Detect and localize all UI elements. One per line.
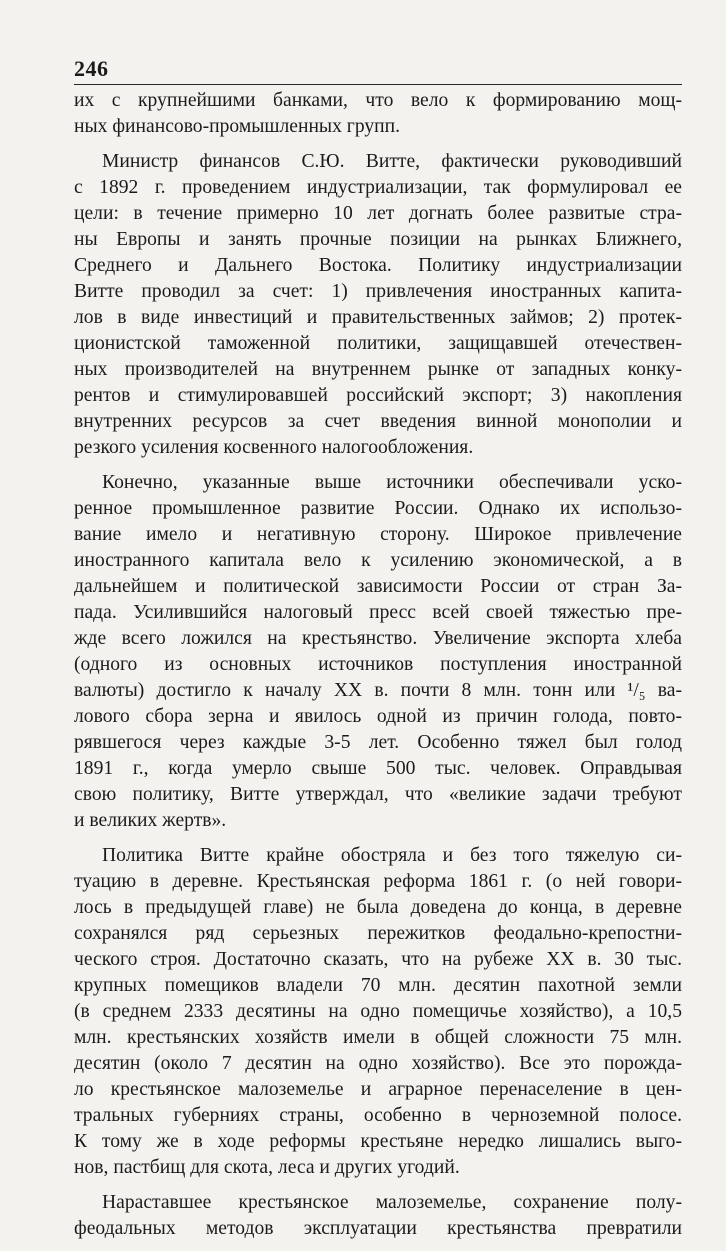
text-line: крупных помещиков владели 70 млн. десятин пахотной земли (74, 975, 682, 996)
text-line: тральных губерниях страны, особенно в черноземной полосе. (74, 1105, 682, 1126)
text-line: Политика Витте крайне обостряла и без того тяжелую си- (102, 845, 682, 866)
text-line: нов, пастбищ для скота, леса и других угодий. (74, 1157, 460, 1178)
text-line: иностранного капитала вело к усилению экономической, а в (74, 550, 682, 571)
book-page (74, 52, 682, 1251)
text-line: валюты) достигло к началу XX в. почти 8 млн. тонн или ¹/₅ ва- (74, 680, 682, 701)
text-line: лось в предыдущей главе) не была доведена до конца, в деревне (74, 897, 682, 918)
text-line: (в среднем 2333 десятины на одно помещичье хозяйство), а 10,5 (74, 1001, 682, 1022)
text-line: феодальных методов эксплуатации крестьянства превратили (74, 1218, 682, 1239)
text-line: Министр финансов С.Ю. Витте, фактически руководивший (102, 151, 682, 172)
text-line: сохранялся ряд серьезных пережитков феодально-крепостни- (74, 923, 682, 944)
text-line: рявшегося через каждые 3-5 лет. Особенно тяжел был голод (74, 732, 682, 753)
text-line: Нараставшее крестьянское малоземелье, сохранение полу- (102, 1192, 682, 1213)
page-header (74, 52, 682, 85)
text-line: ренное промышленное развитие России. Однако их использо- (74, 498, 682, 519)
text-line: ческого строя. Достаточно сказать, что на рубеже XX в. 30 тыс. (74, 949, 682, 970)
paragraph (74, 1190, 682, 1242)
text-line: десятин (около 7 десятин на одно хозяйство). Все это порожда- (74, 1053, 682, 1074)
text-line: ных финансово-промышленных групп. (74, 116, 401, 137)
text-line: (одного из основных источников поступления иностранной (74, 654, 682, 675)
paragraph (74, 88, 682, 140)
text-line: резкого усиления косвенного налогообложения. (74, 437, 474, 458)
text-line: Среднего и Дальнего Востока. Политику индустриализации (74, 255, 682, 276)
body-text (74, 88, 682, 1242)
text-line: ло крестьянское малоземелье и аграрное перенаселение в цен- (74, 1079, 682, 1100)
text-line: ных производителей на внутреннем рынке от западных конку- (74, 359, 682, 380)
text-line: свою политику, Витте утверждал, что «великие задачи требуют (74, 784, 682, 805)
page-number: 246 (74, 56, 109, 81)
text-line: пада. Усилившийся налоговый пресс всей своей тяжестью пре- (74, 602, 682, 623)
text-line: 1891 г., когда умерло свыше 500 тыс. человек. Оправдывая (74, 758, 682, 779)
paragraph (74, 470, 682, 834)
text-line: К тому же в ходе реформы крестьяне нередко лишались выго- (74, 1131, 682, 1152)
text-line: лового сбора зерна и явилось одной из причин голода, повто- (74, 706, 682, 727)
paragraph (74, 843, 682, 1181)
text-line: туацию в деревне. Крестьянская реформа 1861 г. (о ней говори- (74, 871, 682, 892)
text-line: внутренних ресурсов за счет введения винной монополии и (74, 411, 682, 432)
text-line: с 1892 г. проведением индустриализации, так формулировал ее (74, 177, 682, 198)
text-line: и великих жертв». (74, 810, 227, 831)
text-line: их с крупнейшими банками, что вело к формированию мощ- (74, 90, 682, 111)
text-line: ны Европы и занять прочные позиции на рынках Ближнего, (74, 229, 682, 250)
text-line: Витте проводил за счет: 1) привлечения иностранных капита- (74, 281, 682, 302)
text-line: цели: в течение примерно 10 лет догнать более развитые стра- (74, 203, 682, 224)
paragraph (74, 149, 682, 461)
text-line: вание имело и негативную сторону. Широкое привлечение (74, 524, 682, 545)
text-line: рентов и стимулировавшей российский экспорт; 3) накопления (74, 385, 682, 406)
text-line: Конечно, указанные выше источники обеспечивали уско- (102, 472, 682, 493)
text-line: дальнейшем и политической зависимости России от стран За- (74, 576, 682, 597)
text-line: лов в виде инвестиций и правительственных займов; 2) протек- (74, 307, 682, 328)
text-line: ционистской таможенной политики, защищавшей отечествен- (74, 333, 682, 354)
text-line: млн. крестьянских хозяйств имели в общей сложности 75 млн. (74, 1027, 682, 1048)
text-line: жде всего ложился на крестьянство. Увеличение экспорта хлеба (74, 628, 682, 649)
